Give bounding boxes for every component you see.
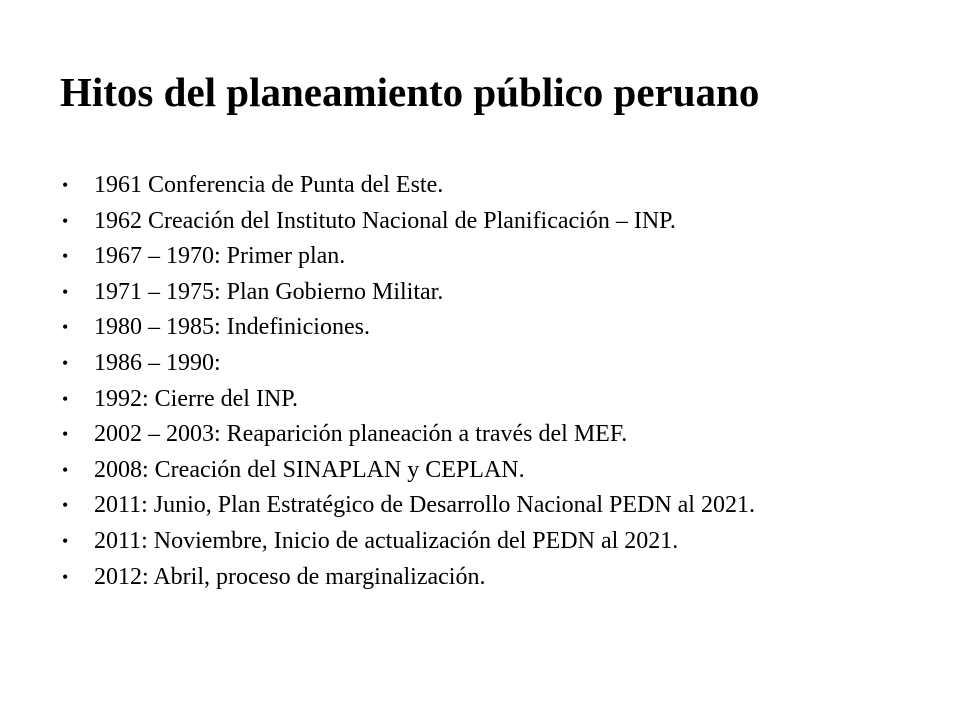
bullet-text: 2012: Abril, proceso de marginalización.: [94, 563, 486, 590]
bullet-text: 1967 – 1970: Primer plan.: [94, 243, 346, 270]
bullet-text: 2008: Creación del SINAPLAN y CEPLAN.: [94, 456, 525, 483]
bullet-text: 1971 – 1975: Plan Gobierno Militar.: [94, 278, 444, 305]
bullet-icon: •: [62, 352, 69, 373]
bullet-text: 1961 Conferencia de Punta del Este.: [94, 172, 444, 198]
bullet-icon: •: [62, 459, 69, 480]
slide-title: Hitos del planeamiento público peruano: [60, 69, 760, 115]
bullet-text: 1980 – 1985: Indefiniciones.: [94, 314, 370, 341]
bullet-icon: •: [62, 388, 69, 409]
bullet-icon: •: [62, 424, 69, 445]
bullet-text: 2011: Noviembre, Inicio de actualización del PEDN al 2021.: [94, 527, 679, 554]
bullet-icon: •: [62, 281, 69, 302]
bullet-icon: •: [62, 175, 69, 195]
bullet-text: 1962 Creación del Instituto Nacional de Planificación – INP.: [94, 207, 676, 234]
bullet-icon: •: [62, 530, 69, 551]
bullet-text: 2011: Junio, Plan Estratégico de Desarrollo Nacional PEDN al 2021.: [94, 492, 755, 519]
bullet-text: 2002 – 2003: Reaparición planeación a través del MEF.: [94, 421, 628, 448]
bullet-icon: •: [62, 317, 69, 338]
bullet-icon: •: [62, 566, 69, 587]
bullet-icon: •: [62, 246, 69, 267]
bullet-icon: •: [62, 210, 69, 231]
bullet-text: 1992: Cierre del INP.: [94, 385, 298, 412]
bullet-text: 1986 – 1990:: [94, 349, 221, 376]
bullet-icon: •: [62, 495, 69, 516]
